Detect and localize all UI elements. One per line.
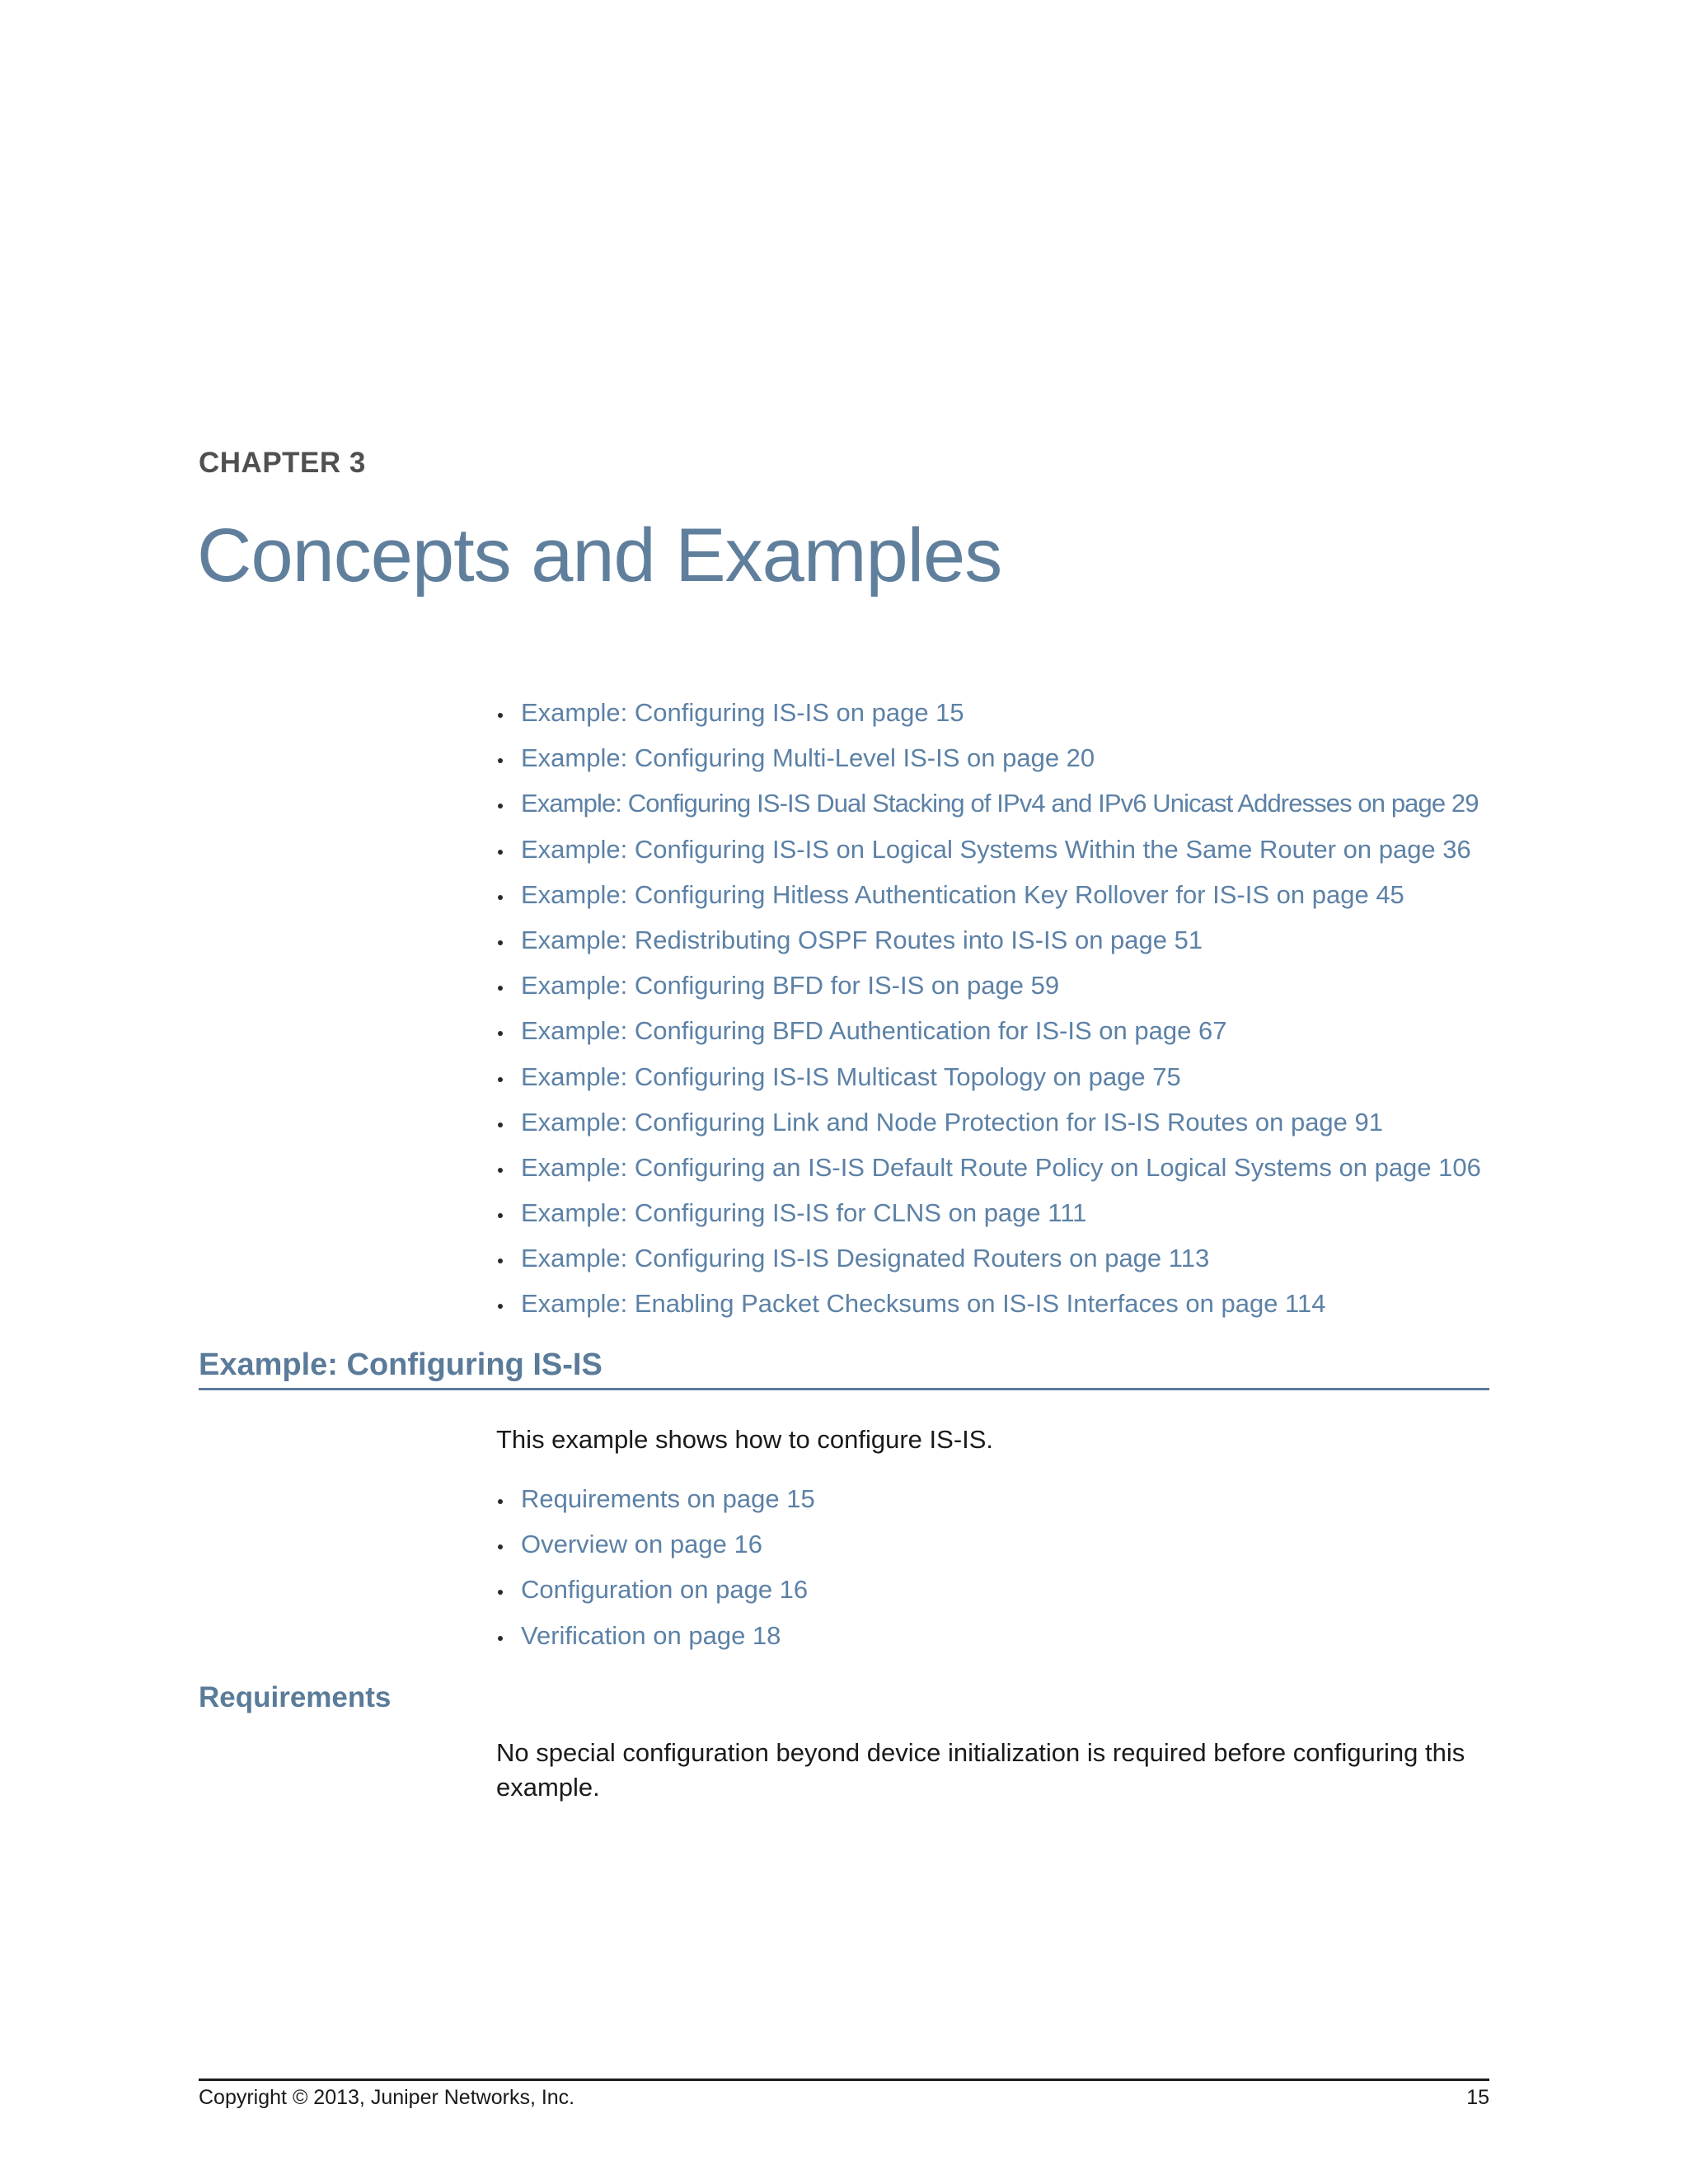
toc-item[interactable] (496, 786, 1481, 832)
toc-item[interactable] (496, 1286, 1481, 1332)
toc-link[interactable]: Example: Configuring Hitless Authentication Key Rollover for IS-IS on page 45 (521, 879, 1404, 909)
section-intro: This example shows how to configure IS-IS. (496, 1425, 994, 1454)
requirements-heading: Requirements (199, 1681, 392, 1713)
toc-item[interactable] (496, 1105, 1481, 1151)
section-heading: Example: Configuring IS-IS (199, 1345, 1489, 1390)
toc-link[interactable]: Example: Enabling Packet Checksums on IS-IS Interfaces on page 114 (521, 1289, 1326, 1319)
toc-item[interactable] (496, 923, 1481, 968)
toc-item[interactable] (496, 1196, 1481, 1241)
toc-link[interactable]: Example: Configuring BFD for IS-IS on page 59 (521, 971, 1060, 1001)
toc-link[interactable]: Example: Configuring an IS-IS Default Route Policy on Logical Systems on page 106 (521, 1152, 1481, 1182)
toc-item[interactable] (496, 696, 1481, 741)
toc-item[interactable] (496, 1572, 815, 1618)
toc-item[interactable] (496, 1014, 1481, 1059)
footer-divider (199, 2079, 1489, 2081)
toc-link[interactable]: Example: Configuring IS-IS Designated Routers on page 113 (521, 1244, 1210, 1273)
toc-item[interactable] (496, 1527, 815, 1572)
toc-link[interactable]: Verification on page 18 (521, 1620, 781, 1650)
toc-item[interactable] (496, 1619, 815, 1664)
toc-link[interactable]: Configuration on page 16 (521, 1575, 809, 1605)
toc-link[interactable]: Example: Configuring IS-IS Dual Stacking of IPv4 and IPv6 Unicast Addresses on page 29 (521, 789, 1479, 818)
toc-item[interactable] (496, 968, 1481, 1014)
chapter-title: Concepts and Examples (197, 513, 1002, 598)
footer-page-number: 15 (1466, 2086, 1489, 2109)
toc-link[interactable]: Example: Configuring IS-IS on page 15 (521, 698, 964, 727)
chapter-toc-list (496, 696, 1481, 1333)
footer-copyright: Copyright © 2013, Juniper Networks, Inc. (199, 2086, 575, 2109)
toc-item[interactable] (496, 832, 1481, 878)
toc-link[interactable]: Example: Configuring BFD Authentication for IS-IS on page 67 (521, 1016, 1227, 1046)
toc-item[interactable] (496, 1151, 1481, 1196)
toc-link[interactable]: Requirements on page 15 (521, 1484, 815, 1513)
toc-item[interactable] (496, 1060, 1481, 1105)
section-toc-list (496, 1482, 815, 1664)
toc-link[interactable]: Example: Configuring Link and Node Protection for IS-IS Routes on page 91 (521, 1107, 1384, 1137)
chapter-label: CHAPTER 3 (199, 447, 366, 479)
toc-item[interactable] (496, 1482, 815, 1527)
toc-item[interactable] (496, 878, 1481, 923)
toc-item[interactable] (496, 1241, 1481, 1286)
toc-link[interactable]: Example: Configuring IS-IS Multicast Topology on page 75 (521, 1062, 1181, 1091)
toc-link[interactable]: Example: Configuring Multi-Level IS-IS on page 20 (521, 743, 1095, 773)
toc-item[interactable] (496, 741, 1481, 786)
toc-link[interactable]: Example: Configuring IS-IS for CLNS on page 111 (521, 1198, 1087, 1228)
toc-link[interactable]: Example: Configuring IS-IS on Logical Systems Within the Same Router on page 36 (521, 834, 1471, 864)
requirements-text: No special configuration beyond device initialization is required before configuring this example. (496, 1738, 1465, 1802)
toc-link[interactable]: Example: Redistributing OSPF Routes into IS-IS on page 51 (521, 925, 1203, 954)
toc-link[interactable]: Overview on page 16 (521, 1530, 762, 1559)
